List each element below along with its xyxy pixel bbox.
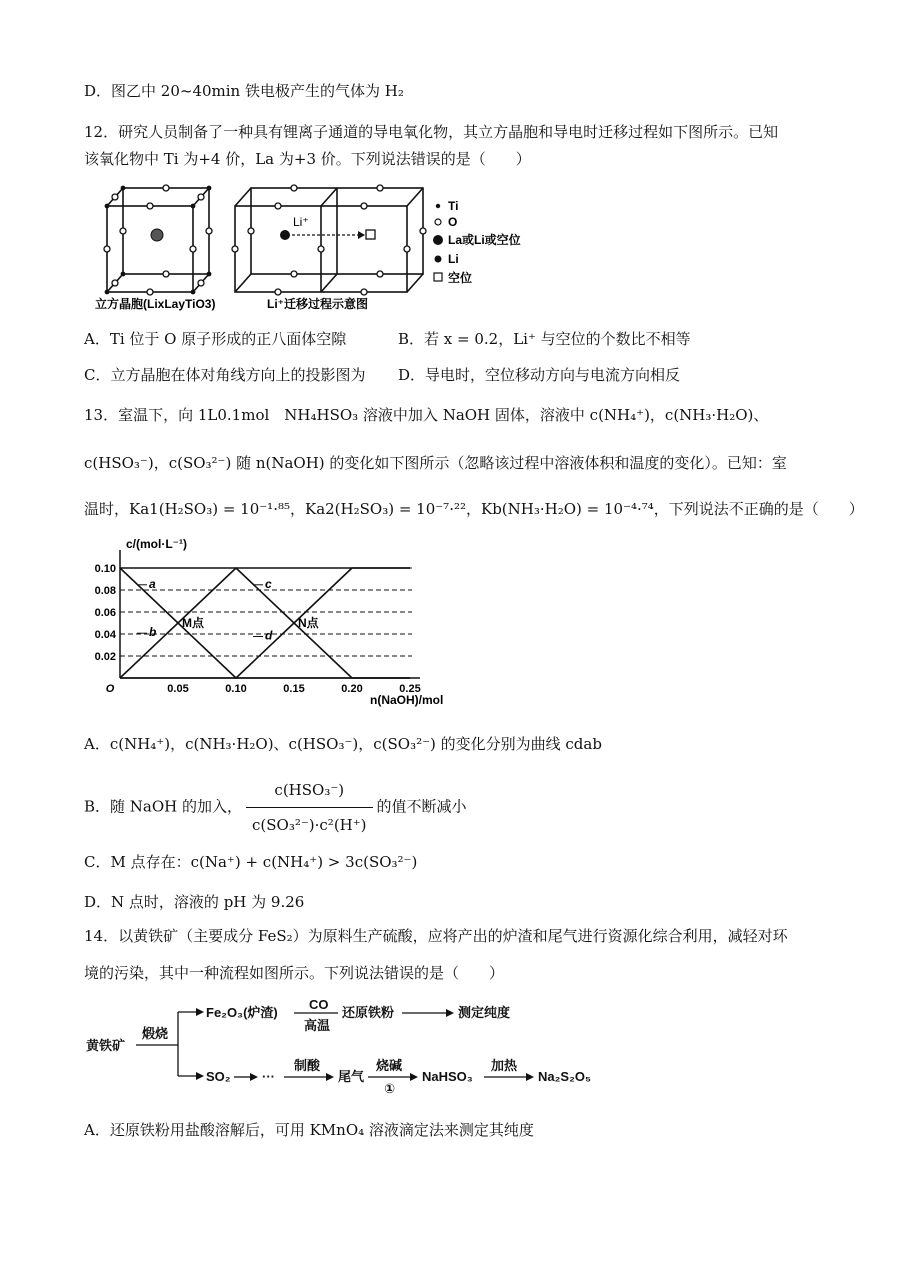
x-tick-label: O [105,683,115,695]
q13-option-b-prefix: B．随 NaOH 的加入， [84,797,243,816]
migration-cubes [235,188,423,292]
q13-option-a: A．c(NH₄⁺)，c(NH₃·H₂O)、c(HSO₃⁻)，c(SO₃²⁻) 的变化分别为曲线 cdab [84,735,602,753]
y-axis-label: c/(mol·L⁻¹) [126,538,187,551]
flow-co: CO [309,997,329,1012]
flow-heat: 加热 [491,1058,518,1073]
flow-make-acid: 制酸 [294,1058,321,1073]
x-tick-label: 0.05 [167,683,189,695]
q12-option-b: B．若 x = 0.2，Li⁺ 与空位的个数比不相等 [398,330,691,348]
flow-fe2o3: Fe₂O₃(炉渣) [206,1005,278,1020]
series-label-d: d [265,628,273,643]
point-label: N点 [298,616,319,630]
legend [433,199,521,285]
legend-vacancy: 空位 [448,271,473,285]
q12-stem-line1: 12．研究人员制备了一种具有锂离子通道的导电氧化物，其立方晶胞和导电时迁移过程如下图所示。已知 [84,123,779,141]
legend-li: Li [448,252,459,266]
oxygen-atoms-right [232,185,426,295]
caption-left: 立方晶胞(LixLayTiO3) [95,297,216,311]
q14-stem-line2: 境的污染，其中一种流程如图所示。下列说法错误的是（ ） [84,964,505,982]
series-label-c: c [265,576,272,591]
crystal-figure [95,178,555,316]
flow-tail-gas: 尾气 [338,1069,365,1084]
flow-measure-purity: 测定纯度 [458,1005,511,1020]
x-tick-label: 0.20 [341,683,363,695]
q14-stem-line1: 14．以黄铁矿（主要成分 FeS₂）为原料生产硫酸，应将产出的炉渣和尾气进行资源化综合利用，减轻对环 [84,927,788,945]
y-tick-label: 0.02 [94,651,116,663]
y-tick-label: 0.08 [94,585,116,597]
flow-nahso3: NaHSO₃ [422,1069,473,1084]
flow-roast: 煅烧 [142,1026,169,1041]
q13-option-b-fraction [246,776,373,839]
li-ion-label: Li⁺ [293,215,309,229]
flow-reduced-iron: 还原铁粉 [342,1005,395,1020]
legend-o: O [448,215,458,229]
q14-option-a: A．还原铁粉用盐酸溶解后，可用 KMnO₄ 溶液滴定法来测定其纯度 [84,1121,534,1139]
q12-option-a: A．Ti 位于 O 原子形成的正八面体空隙 [84,330,347,348]
flow-high-temp: 高温 [304,1018,331,1033]
y-tick-label: 0.04 [94,629,116,641]
x-tick-label: 0.10 [225,683,247,695]
legend-la-li-vacancy: La或Li或空位 [448,233,521,247]
q13-option-b-suffix: 的值不断减小 [376,797,467,816]
point-label: M点 [182,616,204,630]
q11-option-d: D．图乙中 20~40min 铁电极产生的气体为 H₂ [84,82,404,100]
x-tick-label: 0.25 [399,683,421,695]
q12-option-d: D．导电时，空位移动方向与电流方向相反 [398,366,681,384]
caption-right: Li⁺迁移过程示意图 [267,297,368,311]
q12-option-c: C．立方晶胞在体对角线方向上的投影图为 [84,366,366,384]
flow-so2: SO₂ [206,1069,231,1084]
x-tick-label: 0.15 [283,683,305,695]
q13-stem-line2: c(HSO₃⁻)，c(SO₃²⁻) 随 n(NaOH) 的变化如下图所示（忽略该过程中溶液体积和温度的变化）。已知：室 [84,454,787,472]
y-tick-label: 0.10 [94,563,116,575]
q13-option-d: D．N 点时，溶液的 pH 为 9.26 [84,893,305,911]
y-tick-label: 0.06 [94,607,116,619]
series-label-b: b [149,625,157,640]
legend-ti: Ti [448,199,459,213]
q12-stem-line2: 该氧化物中 Ti 为+4 价，La 为+3 价。下列说法错误的是（ ） [84,150,531,168]
flow-dots: ··· [262,1069,275,1084]
q13-option-c: C．M 点存在：c(Na⁺) + c(NH₄⁺) > 3c(SO₃²⁻) [84,853,418,871]
x-axis-label: n(NaOH)/mol [370,693,444,707]
q13-stem-line3: 温时，Ka1(H₂SO₃) = 10⁻¹·⁸⁵，Ka2(H₂SO₃) = 10⁻⁷·²²，Kb(NH₃·H₂O) = 10⁻⁴·⁷⁴，下列说法不正确的是（ ） [84,500,864,518]
la-li-vacancy-site [151,229,163,241]
flow-na2s2o5: Na₂S₂O₅ [538,1069,591,1084]
concentration-chart [90,538,450,710]
fraction-denominator: c(SO₃²⁻)·c²(H⁺) [252,816,367,834]
q13-stem-line1: 13．室温下，向 1L0.1mol NH₄HSO₃ 溶液中加入 NaOH 固体，溶液中 c(NH₄⁺)，c(NH₃·H₂O)、 [84,406,769,424]
fraction-numerator: c(HSO₃⁻) [246,776,373,808]
flow-caustic-soda: 烧碱 [376,1058,403,1073]
q13-option-b [84,776,467,839]
vacancy-square [366,230,375,239]
li-atom [280,230,290,240]
flow-start: 黄铁矿 [86,1038,126,1053]
process-flowchart [86,996,606,1096]
series-label-a: a [149,576,156,591]
flow-step-1: ① [384,1081,396,1096]
